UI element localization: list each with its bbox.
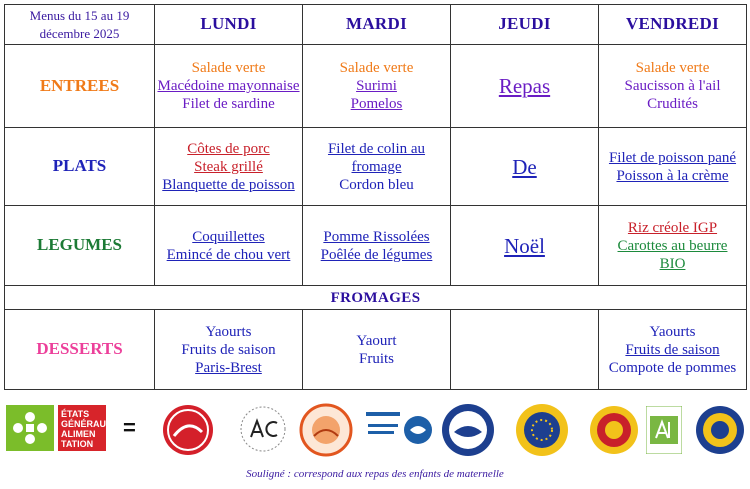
menu-item: Saucisson à l'ail [624,78,721,94]
cat-plats [5,128,155,206]
cat-legumes [5,206,155,286]
jeudi-repas [451,45,599,128]
menu-item: Carottes au beurre [617,237,728,254]
entrees-vendredi [599,45,747,128]
label-rouge-icon [160,402,216,463]
row-desserts [5,310,747,390]
desserts-vendredi [599,310,747,390]
entrees-mardi [303,45,451,128]
menu-item: Cordon bleu [339,176,414,193]
day-header-vendredi [599,5,747,45]
menu-item: Macédoine mayonnaise [157,78,300,94]
menu-item: Surimi [356,78,397,94]
plats-mardi [303,128,451,206]
header-row [5,5,747,45]
row-fromages [5,286,747,310]
agriculture-biologique-icon [646,406,682,459]
day-lundi: LUNDI [200,14,257,33]
menu-item: Crudités [647,96,698,112]
menu-item: Emincé de chou vert [166,246,291,263]
menu-item: Poêlée de légumes [320,246,433,263]
row-plats [5,128,747,206]
day-header-jeudi [451,5,599,45]
menu-item: Fruits de saison [625,341,720,358]
desserts-mardi [303,310,451,390]
cat-entrees [5,45,155,128]
row-legumes [5,206,747,286]
cat-plats-label: PLATS [52,156,107,175]
footnote: Souligné : correspond aux repas des enfants de maternelle [246,468,504,480]
plats-vendredi [599,128,747,206]
aoc-icon [238,404,288,459]
menu-item: Filet de poisson pané [608,149,737,166]
menu-item: Steak grillé [194,158,263,175]
fromages-band [5,286,747,310]
entrees-lundi [155,45,303,128]
legumes-vendredi [599,206,747,286]
specialite-traditionnelle-garantie-icon [514,402,570,463]
day-header-lundi [155,5,303,45]
jeudi-de [451,128,599,206]
menu-item: Salade verte [635,60,710,76]
aop-icon [588,404,640,461]
jeudi-text-de: De [512,154,537,179]
cat-legumes-label: LEGUMES [36,235,123,254]
menu-item: Filet de sardine [182,96,275,112]
day-jeudi: JEUDI [498,14,551,33]
menu-item: Yaourts [205,323,252,340]
menu-table [4,4,747,390]
menu-item: Salade verte [339,60,414,76]
equals-sign: = [123,415,136,440]
jeudi-text-noel: Noël [504,233,545,258]
day-header-mardi [303,5,451,45]
jeudi-noel [451,206,599,286]
legumes-lundi [155,206,303,286]
legumes-mardi [303,206,451,286]
desserts-jeudi [451,310,599,390]
etats-generaux-text-block: ÉTATS GÉNÉRAUX ALIMEN TATION [58,405,106,451]
menu-caption [5,5,155,45]
menu-item: Riz créole IGP [627,219,718,236]
msc-peche-durable-icon [366,412,434,453]
menu-item: Salade verte [191,60,266,76]
peche-durable-seal-icon [440,402,496,463]
desserts-lundi [155,310,303,390]
menu-item: Yaourts [649,323,696,340]
etats-generaux-alimentation-icon [6,405,54,451]
menu-item: Paris-Brest [195,359,262,376]
day-mardi: MARDI [346,14,407,33]
menu-item: Blanquette de poisson [162,176,295,193]
menu-item: Filet de colin au fromage [327,140,426,175]
menu-item: Coquillettes [192,228,265,245]
jeudi-text-repas: Repas [498,74,551,98]
cat-entrees-label: ENTREES [39,75,120,95]
day-vendredi: VENDREDI [625,14,720,33]
menu-item: Côtes de porc [187,140,270,157]
cat-desserts [5,310,155,390]
menu-item: Pomme Rissolées [323,228,430,245]
menu-item: Yaourt [356,332,397,349]
menu-caption-text: Menus du 15 au 19 décembre 2025 [29,7,130,41]
menu-item: Pomelos [350,96,403,112]
row-entrees [5,45,747,128]
plats-lundi [155,128,303,206]
igp-icon [694,404,746,461]
menu-item: Compote de pommes [608,359,737,376]
menu-item: Fruits de saison [181,341,276,358]
peche-durable-icon [298,402,354,463]
fromages-label: FROMAGES [330,289,421,306]
logo-row [0,398,750,460]
cat-desserts-label: DESSERTS [36,339,123,358]
menu-item: Fruits [358,350,394,367]
menu-item: BIO [659,255,686,272]
menu-item: Poisson à la crème [616,167,729,184]
